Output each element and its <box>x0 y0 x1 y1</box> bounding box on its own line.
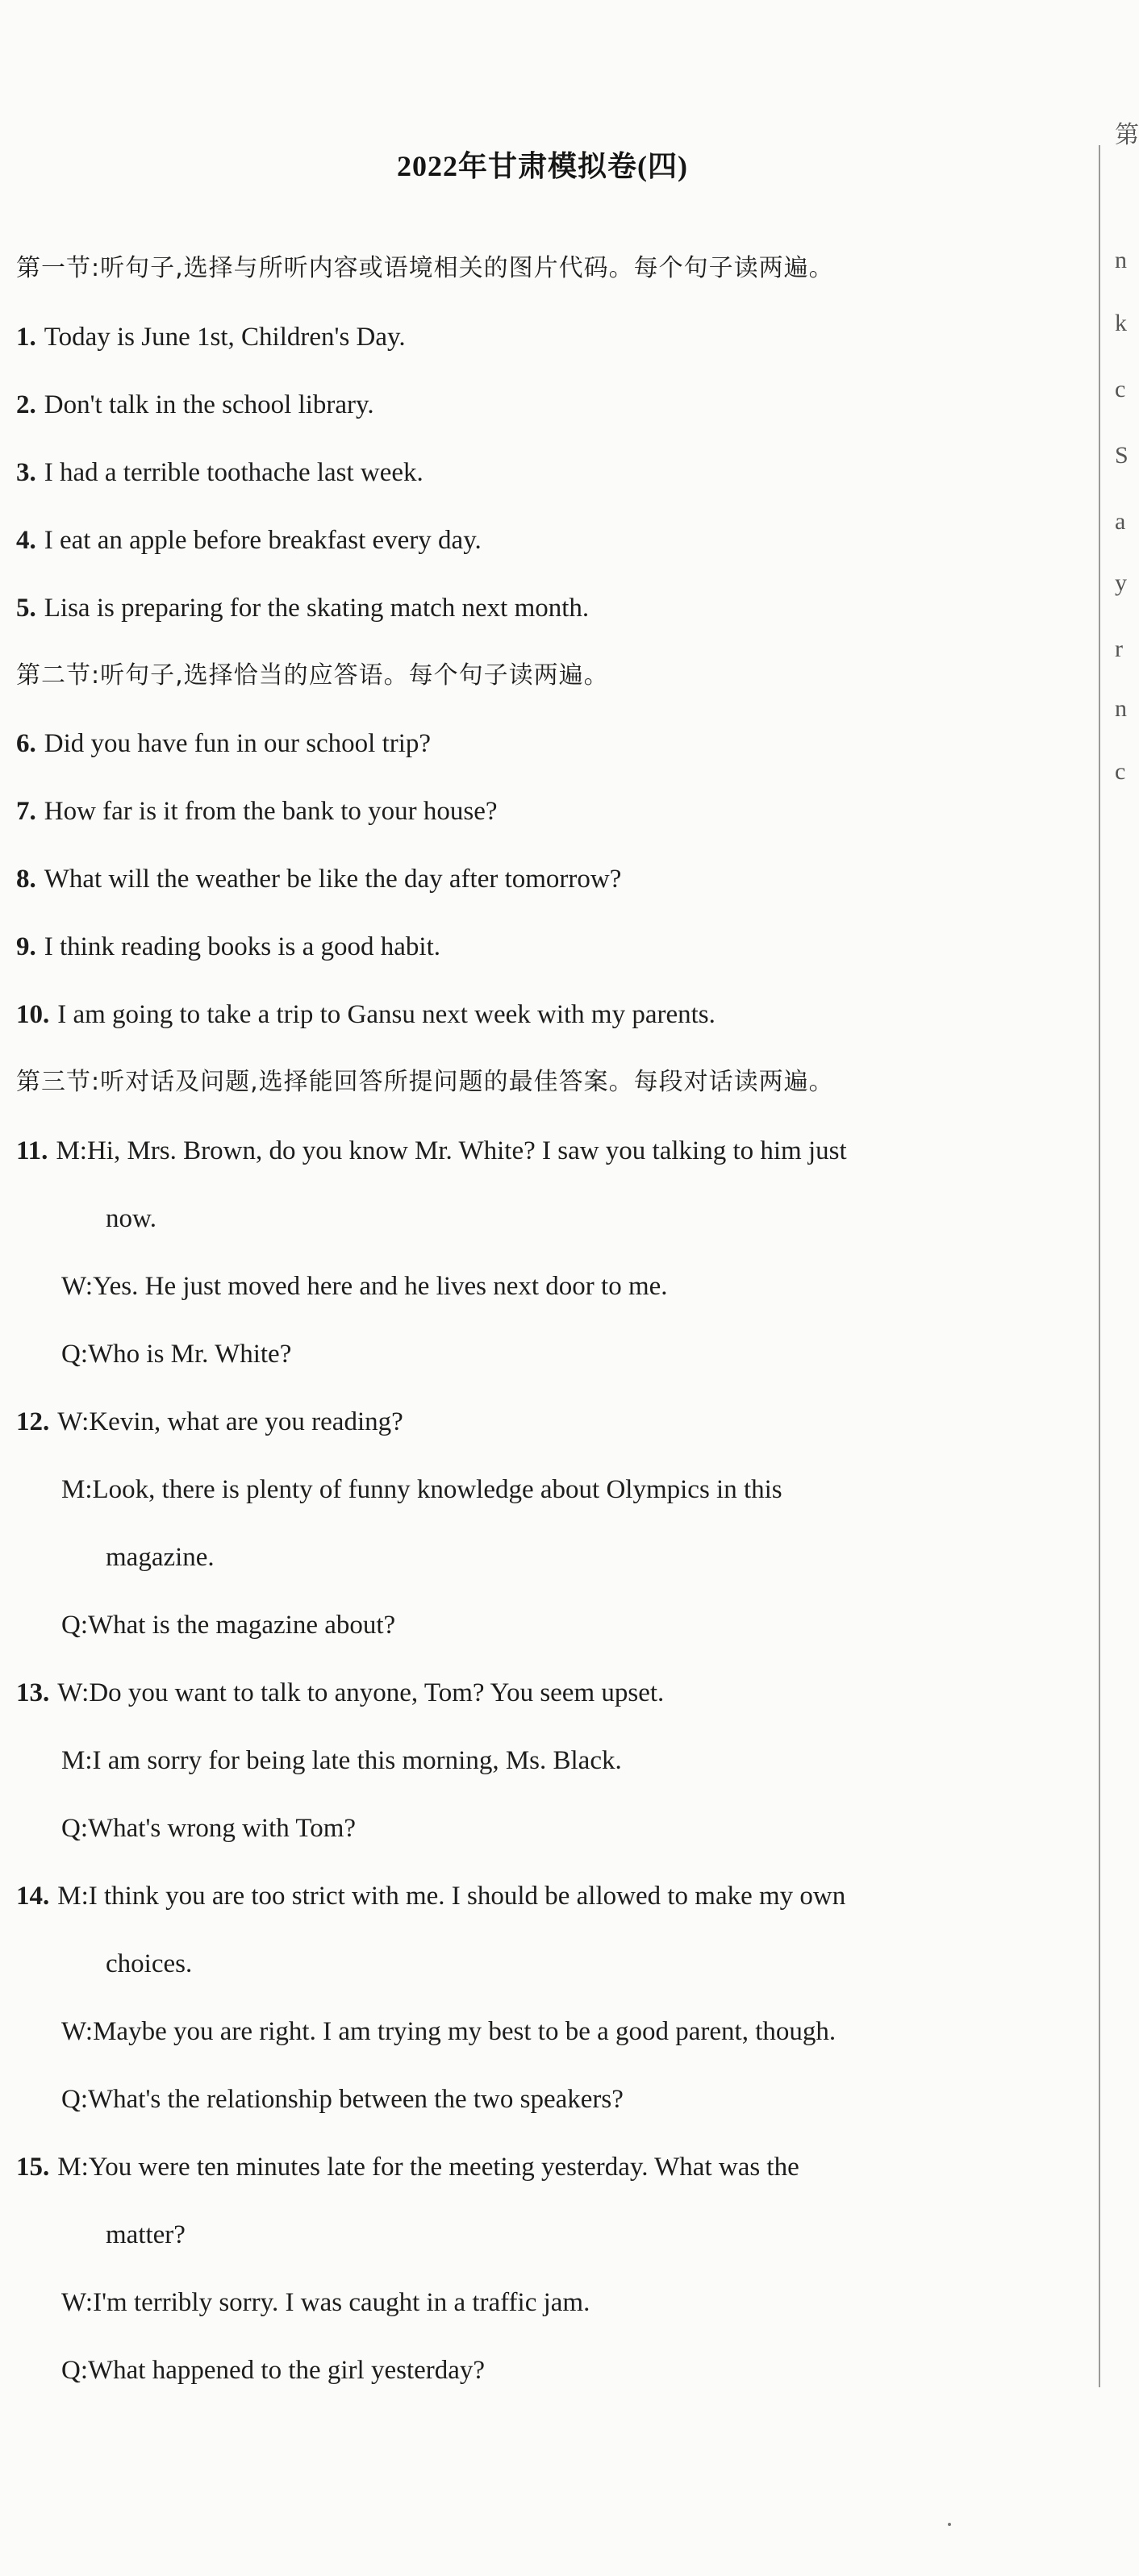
dialogue-14-m-line1 <box>16 1880 845 1912</box>
margin-fragment: n <box>1115 695 1127 722</box>
dialogue-14-w <box>61 2015 836 2048</box>
item-number: 6. <box>16 729 36 758</box>
dialogue-15-m-line2: matter? <box>106 2220 186 2249</box>
dialogue-12-m-line2: magazine. <box>106 1543 215 1572</box>
scan-speck <box>948 2523 951 2526</box>
margin-fragment: a <box>1115 508 1126 535</box>
page-title: 2022年甘肃模拟卷(四) <box>397 150 688 182</box>
dialogue-12-m-line1 <box>61 1473 782 1506</box>
list-item <box>16 456 423 489</box>
dialogue-11-m-line1 <box>16 1135 1089 1167</box>
speaker-label: W: <box>61 2288 94 2317</box>
dialogue-14-m-line2: choices. <box>106 1949 193 1978</box>
dialogue-11-w <box>61 1270 668 1303</box>
speaker-label: Q: <box>61 1814 88 1843</box>
dialogue-text: Maybe you are right. I am trying my best to be a good parent, though. <box>93 2017 837 2046</box>
dialogue-13-m <box>61 1744 622 1777</box>
dialogue-text: Kevin, what are you reading? <box>89 1407 403 1436</box>
margin-fragment: y <box>1115 569 1127 596</box>
dialogue-text: Yes. He just moved here and he lives next door to me. <box>93 1272 668 1301</box>
speaker-label: W: <box>61 2017 94 2046</box>
list-item <box>16 998 716 1031</box>
item-text: I eat an apple before breakfast every day. <box>44 526 482 555</box>
item-text: How far is it from the bank to your house? <box>44 797 498 826</box>
item-text: I had a terrible toothache last week. <box>44 458 423 487</box>
speaker-label: W: <box>57 1407 90 1436</box>
item-number: 14. <box>16 1882 50 1911</box>
speaker-label: W: <box>61 1272 94 1301</box>
speaker-label: M: <box>61 1475 93 1504</box>
dialogue-text: You were ten minutes late for the meeting yesterday. What was the <box>88 2153 799 2182</box>
speaker-label: W: <box>57 1678 90 1707</box>
question-text: What is the magazine about? <box>88 1611 396 1640</box>
margin-fragment: 第 <box>1115 122 1139 148</box>
list-item <box>16 863 621 895</box>
dialogue-text: Look, there is plenty of funny knowledge about Olympics in this <box>92 1475 782 1504</box>
dialogue-15-w <box>61 2286 590 2319</box>
dialogue-text: I think you are too strict with me. I should be allowed to make my own <box>88 1882 846 1911</box>
list-item <box>16 389 374 421</box>
margin-fragment: r <box>1115 636 1123 662</box>
speaker-label: Q: <box>61 2085 88 2114</box>
item-number: 4. <box>16 526 36 555</box>
question-text: What's the relationship between the two speakers? <box>88 2085 624 2114</box>
dialogue-12-w <box>16 1406 403 1438</box>
list-item <box>16 727 431 760</box>
dialogue-text: I am sorry for being late this morning, Ms. Black. <box>92 1746 622 1775</box>
item-number: 1. <box>16 323 36 352</box>
section1-heading: 第一节:听句子,选择与所听内容或语境相关的图片代码。每个句子读两遍。 <box>16 254 834 282</box>
item-text: Today is June 1st, Children's Day. <box>44 323 406 352</box>
dialogue-13-q <box>61 1812 356 1844</box>
dialogue-11-m-line2: now. <box>106 1204 156 1233</box>
item-number: 15. <box>16 2153 50 2182</box>
speaker-label: Q: <box>61 1340 88 1369</box>
dialogue-15-q <box>61 2354 485 2386</box>
item-number: 5. <box>16 594 36 623</box>
item-number: 3. <box>16 458 36 487</box>
dialogue-14-q <box>61 2083 624 2115</box>
margin-fragment: n <box>1115 247 1127 273</box>
question-text: Who is Mr. White? <box>88 1340 292 1369</box>
dialogue-11-q <box>61 1338 291 1370</box>
item-text: Lisa is preparing for the skating match next month. <box>44 594 590 623</box>
list-item <box>16 592 589 624</box>
speaker-label: M: <box>56 1136 87 1165</box>
margin-fragment: c <box>1115 758 1126 785</box>
speaker-label: Q: <box>61 2356 88 2385</box>
item-number: 2. <box>16 390 36 419</box>
margin-fragment: S <box>1115 442 1129 469</box>
dialogue-text: Hi, Mrs. Brown, do you know Mr. White? I saw you talking to him just <box>86 1136 847 1165</box>
item-number: 8. <box>16 865 36 894</box>
item-text: I am going to take a trip to Gansu next week with my parents. <box>57 1000 716 1029</box>
question-text: What's wrong with Tom? <box>88 1814 357 1843</box>
list-item <box>16 321 406 353</box>
page-divider <box>1099 145 1100 2387</box>
dialogue-12-q <box>61 1609 395 1641</box>
item-text: Don't talk in the school library. <box>44 390 374 419</box>
section3-heading: 第三节:听对话及问题,选择能回答所提问题的最佳答案。每段对话读两遍。 <box>16 1068 834 1096</box>
item-number: 7. <box>16 797 36 826</box>
item-number: 12. <box>16 1407 50 1436</box>
question-text: What happened to the girl yesterday? <box>88 2356 486 2385</box>
speaker-label: Q: <box>61 1611 88 1640</box>
item-number: 11. <box>16 1136 48 1165</box>
item-text: What will the weather be like the day after tomorrow? <box>44 865 622 894</box>
list-item <box>16 795 498 827</box>
item-text: I think reading books is a good habit. <box>44 932 441 961</box>
section2-heading: 第二节:听句子,选择恰当的应答语。每个句子读两遍。 <box>16 661 609 690</box>
speaker-label: M: <box>57 1882 89 1911</box>
speaker-label: M: <box>61 1746 93 1775</box>
dialogue-15-m-line1 <box>16 2151 799 2183</box>
item-text: Did you have fun in our school trip? <box>44 729 432 758</box>
list-item <box>16 524 482 556</box>
item-number: 13. <box>16 1678 50 1707</box>
dialogue-13-w <box>16 1677 664 1709</box>
margin-fragment: k <box>1115 310 1127 336</box>
list-item <box>16 931 440 963</box>
dialogue-text: Do you want to talk to anyone, Tom? You seem upset. <box>89 1678 665 1707</box>
item-number: 10. <box>16 1000 50 1029</box>
dialogue-text: I'm terribly sorry. I was caught in a traffic jam. <box>93 2288 590 2317</box>
margin-fragment: c <box>1115 376 1126 402</box>
item-number: 9. <box>16 932 36 961</box>
speaker-label: M: <box>57 2153 89 2182</box>
